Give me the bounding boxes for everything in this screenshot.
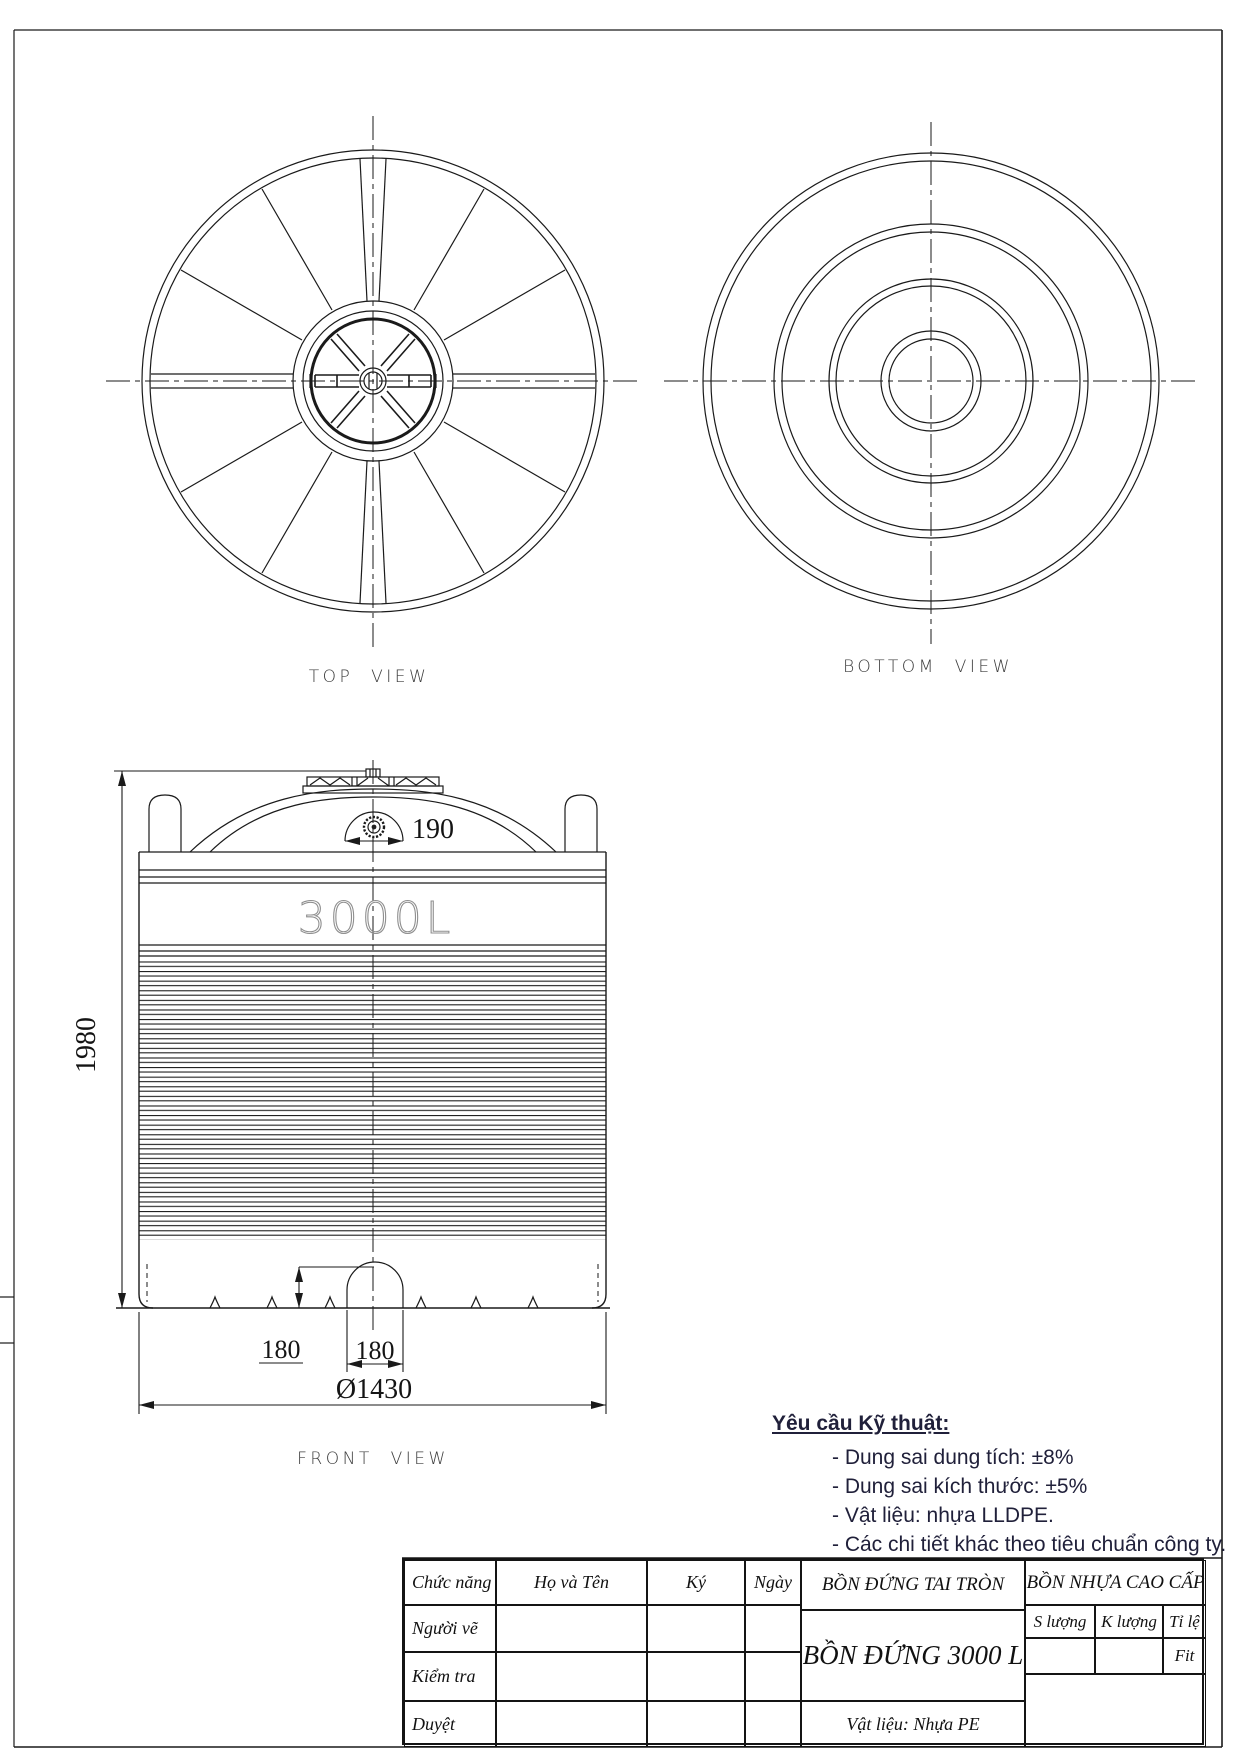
requirement-item: - Dung sai dung tích: ±8% [832,1446,1074,1469]
row-drawer-label: Người vẽ [404,1605,496,1652]
bottom-view [664,122,1198,644]
row-checker-label: Kiểm tra [404,1652,496,1701]
technical-requirements-title: Yêu cầu Kỹ thuật: [772,1412,950,1435]
empty-cell [1095,1638,1163,1674]
requirement-item: - Dung sai kích thước: ±5% [832,1475,1088,1498]
empty-cell [745,1652,801,1701]
header-sign: Ký [647,1560,745,1605]
scale-value: Fit [1163,1638,1206,1674]
top-view [106,116,642,652]
empty-cell [647,1701,745,1747]
header-date: Ngày [745,1560,801,1605]
empty-cell [1025,1674,1206,1747]
front-view-label: FRONT VIEW [297,1449,449,1469]
empty-cell [1025,1638,1095,1674]
front-view [116,760,610,1330]
bottom-view-label: BOTTOM VIEW [843,657,1013,677]
product-title: BỒN ĐỨNG 3000 L [801,1610,1025,1701]
weight-label: K lượng [1095,1605,1163,1638]
dim-overall-height: 1980 [71,1017,102,1073]
material-label: Vật liệu: Nhựa PE [801,1701,1025,1747]
right-ear [565,795,597,852]
requirement-item: - Vật liệu: nhựa LLDPE. [832,1504,1054,1527]
scale-label: Tỉ lệ [1163,1605,1206,1638]
empty-cell [496,1605,647,1652]
top-view-label: TOP VIEW [308,667,430,687]
outlet-arch [347,1262,403,1308]
row-approver-label: Duyệt [404,1701,496,1747]
bottom-view-centerlines [664,122,1198,644]
technical-requirements [772,1412,1232,1559]
left-ear [149,795,181,852]
empty-cell [647,1652,745,1701]
dim-tank-diameter: Ø1430 [335,1374,413,1405]
dim-outlet-width: 180 [355,1336,395,1365]
base-feet [210,1297,538,1308]
dim-outlet-height: 180 [261,1335,301,1364]
empty-cell [496,1701,647,1747]
dim-lid-diameter: 190 [412,814,454,845]
capacity-text: 3000L [297,893,455,944]
top-view-centerlines [106,116,642,652]
header-name: Họ và Tên [496,1560,647,1605]
lid-port-icon [364,817,384,837]
requirement-item: - Các chi tiết khác theo tiêu chuẩn công ty. [832,1533,1227,1556]
empty-cell [745,1701,801,1747]
quantity-label: S lượng [1025,1605,1095,1638]
header-role: Chức năng [404,1560,496,1605]
title-block [402,1558,1204,1745]
empty-cell [496,1652,647,1701]
product-type: BỒN ĐỨNG TAI TRÒN [801,1560,1025,1610]
company-line: BỒN NHỰA CAO CẤP [1025,1560,1206,1605]
empty-cell [745,1605,801,1652]
empty-cell [647,1605,745,1652]
